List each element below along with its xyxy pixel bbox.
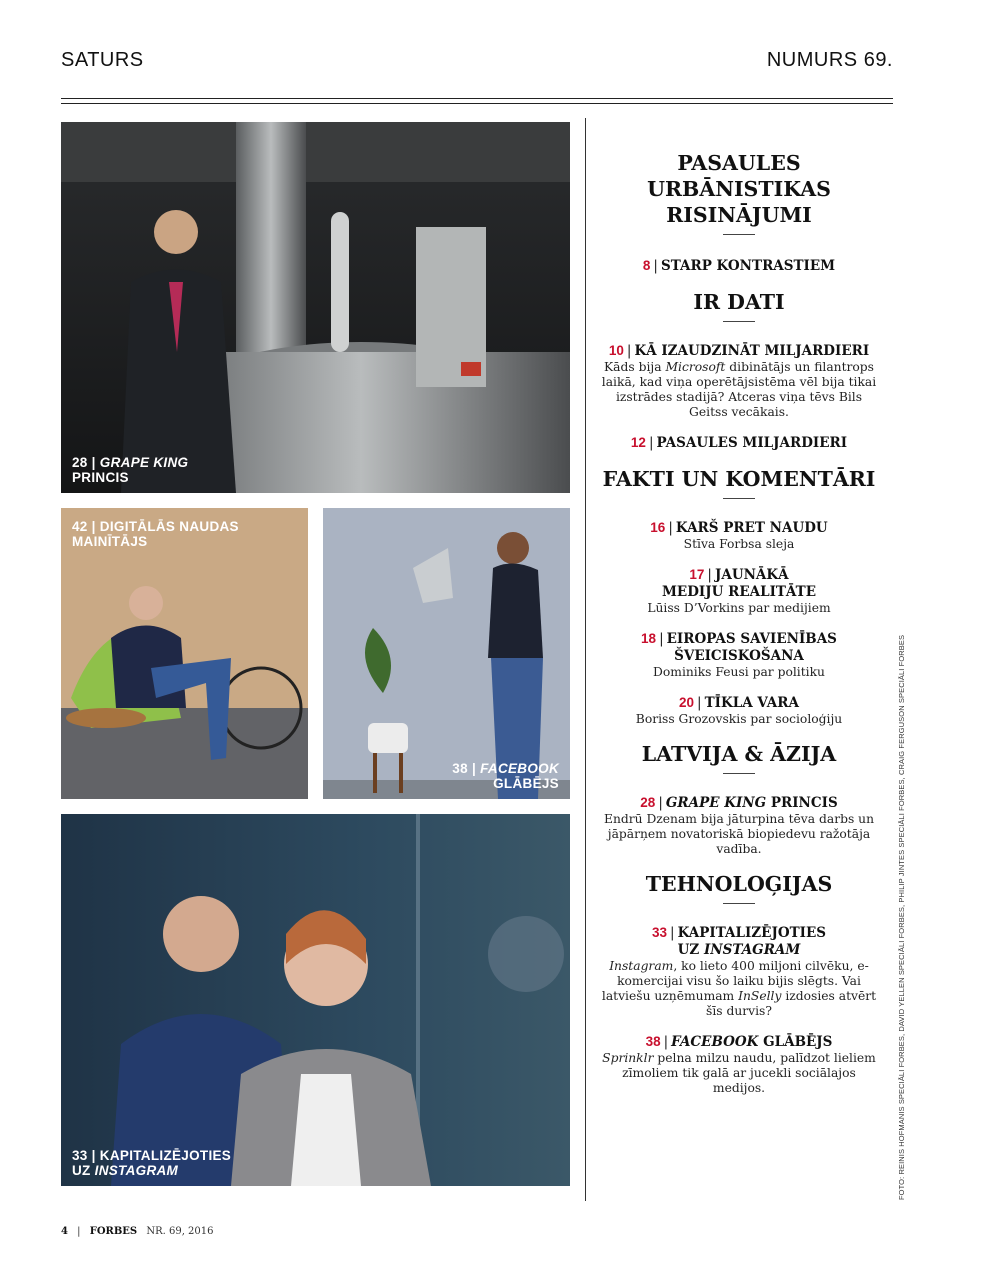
photo-grape-king[interactable] xyxy=(61,122,570,493)
page-folio: 4 | FORBES NR. 69, 2016 xyxy=(61,1226,214,1237)
photo-digital-money[interactable] xyxy=(61,508,308,799)
header-rule-top xyxy=(61,98,893,99)
section-heading: PASAULES URBĀNISTIKAS RISINĀJUMI xyxy=(647,151,831,227)
photo-digital-money-image xyxy=(61,508,308,799)
section-heading: TEHNOLOĢIJAS xyxy=(645,872,833,896)
photo-instagram-caption: 33 | KAPITALIZĒJOTIES UZ INSTAGRAM xyxy=(72,1148,232,1178)
section-rule xyxy=(723,498,755,499)
photo-credit: FOTO: REINIS HOFMANIS SPECIĀLI FORBES, DAVID YELLEN SPECIĀLI FORBES, PHILIP JINTES SPECIĀLI FORBES, CRAIG FERGUSON SPECIĀLI FORBES xyxy=(897,634,906,1200)
toc-entry-33[interactable]: 33 | KAPITALIZĒJOTIES UZ INSTAGRAM Instagram, ko lieto 400 miljoni cilvēku, e-komercijai visu šo laiku bijis slēgts. Vai latviešu uzņēmumam InSelly izdosies atvērt šīs durvis? xyxy=(601,925,877,1018)
section-heading: IR DATI xyxy=(693,290,785,314)
toc-entry-10[interactable]: 10 | KĀ IZAUDZINĀT MILJARDIERI Kāds bija Microsoft dibinātājs un filantrops laikā, kad viņa operētājsistēma vēl bija tikai izstrādes stadijā? Atceras viņa tēvs Bils Geitss vecākais. xyxy=(601,343,877,419)
toc-entry-28[interactable]: 28 | GRAPE KING PRINCIS Endrū Dzenam bija jāturpina tēva darbs un jāpārņem novatoriskā biopiedevu ražotāja vadība. xyxy=(603,795,875,856)
section-heading: FAKTI UN KOMENTĀRI xyxy=(602,467,876,491)
header-rule-bottom xyxy=(61,103,893,104)
photo-grape-king-image xyxy=(61,122,570,493)
photo-facebook-savior-caption: 38 | FACEBOOK GLĀBĒJS xyxy=(452,761,559,791)
section-rule xyxy=(723,234,755,235)
section-rule xyxy=(723,773,755,774)
toc-entry-18[interactable]: 18 | EIROPAS SAVIENĪBAS ŠVEICISKOŠANA Dominiks Feusi par politiku xyxy=(641,631,837,679)
photo-digital-money-caption: 42 | DIGITĀLĀS NAUDAS MAINĪTĀJS xyxy=(72,519,239,549)
photo-grape-king-caption: 28 | GRAPE KING PRINCIS xyxy=(72,455,189,485)
toc-entry-38[interactable]: 38 | FACEBOOK GLĀBĒJS Sprinklr pelna milzu naudu, palīdzot lieliem zīmoliem tik galā ar jucekli sociālajos medijos. xyxy=(602,1034,876,1095)
photo-instagram-image xyxy=(61,814,570,1186)
photo-instagram[interactable] xyxy=(61,814,570,1186)
section-label: SATURS xyxy=(61,49,144,71)
issue-number: NUMURS 69. xyxy=(766,49,893,71)
section-rule xyxy=(723,321,755,322)
toc-entry-12[interactable]: 12 | PASAULES MILJARDIERI xyxy=(630,435,848,451)
toc-entry-8[interactable]: 8 | STARP KONTRASTIEM xyxy=(642,258,836,274)
toc-entry-20[interactable]: 20 | TĪKLA VARA Boriss Grozovskis par socioloģiju xyxy=(635,695,843,726)
section-heading: LATVIJA & ĀZIJA xyxy=(641,742,837,766)
column-divider xyxy=(585,118,586,1201)
toc-entry-17[interactable]: 17 | JAUNĀKĀ MEDIJU REALITĀTE Lūiss D’Vorkins par medijiem xyxy=(647,567,831,615)
table-of-contents xyxy=(596,150,882,1096)
section-rule xyxy=(723,903,755,904)
photo-facebook-savior-image xyxy=(323,508,570,799)
photo-facebook-savior[interactable] xyxy=(323,508,570,799)
toc-entry-16[interactable]: 16 | KARŠ PRET NAUDU Stīva Forbsa sleja xyxy=(650,520,828,551)
